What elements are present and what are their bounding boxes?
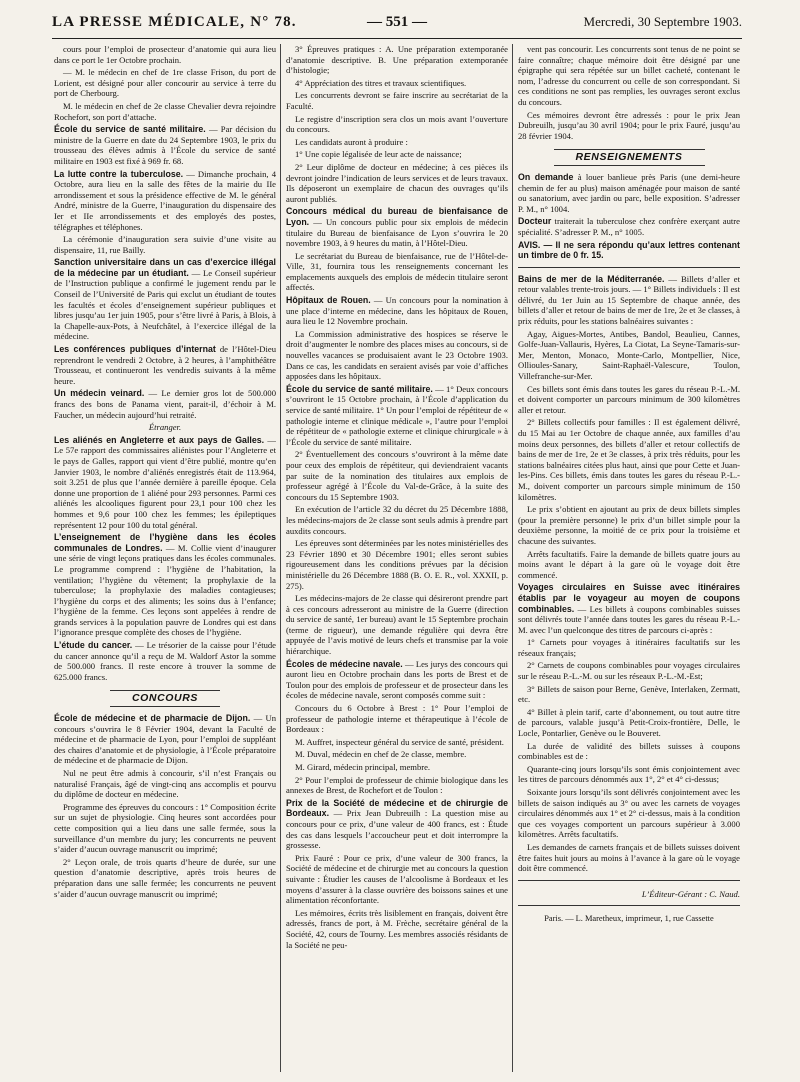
paragraph (286, 762, 508, 773)
item-heading: Écoles de médecine navale. (286, 658, 403, 669)
item-text: En exécution de l’article 32 du décret du 25 Décembre 1888, les médecins-majors de 2e classe sont seuls admis à prendre part auxdits concours. (286, 504, 508, 536)
item-heading: La lutte contre la tuberculose. (54, 168, 184, 179)
item-text: Les mémoires, écrits très lisiblement en français, doivent être adressés, francs de port, à M. Frèche, secrétaire général de la Société, 42, cours de Tourny. Les membres associés résidants de la Société ne peu- (286, 907, 508, 950)
news-item (286, 659, 508, 701)
item-text: — Les jurys des concours qui auront lieu en Octobre prochain dans les ports de Brest et de Toulon pour des emplois de professeur et de prosecteur dans les écoles de médecine navale, seront composés comme suit : (286, 658, 508, 701)
paragraph (518, 329, 740, 382)
item-text: Les médecins-majors de 2e classe qui désireront prendre part à ces concours adresseront au ministre de la Guerre (direction du service de santé, 1er bureau) avant le 15 Septembre prochain (terme de rigueur), une demande régulière qui devra être appuyée de l’avis motivé de leurs chefs et transmise par la voie hiérarchique. (286, 593, 508, 657)
paragraph (286, 703, 508, 735)
item-text: — 1° Deux concours s’ouvriront le 15 Octobre prochain, à l’École d’application du service de santé militaire. 1° Un pour l’emploi de répétiteur de « pathologie interne et clinique médicale », l’autre pour l’emploi de répétiteur de « pathologie externe et clinique chirurgicale » à l’École du service de santé militaire. (286, 383, 508, 447)
item-text: M. Duval, médecin en chef de 2e classe, membre. (295, 749, 467, 760)
paragraph (518, 549, 740, 581)
item-text: 2° Carnets de coupons combinables pour voyages circulaires sur le réseau P.-L.-M. ou sur les réseaux P.-L.-M.-Est; (518, 660, 740, 682)
item-heading: Les aliénés en Angleterre et aux pays de Galles. (54, 434, 265, 445)
paragraph (286, 149, 508, 160)
item-text: — Le Conseil supérieur de l’Instruction publique a confirmé le jugement rendu par le Conseil de l’Université de Paris qui exclut un étudiant de toutes les facultés et écoles d’enseignement supérieur publiques et libres jusqu’au 1er juin 1905, pour s’être livré à Paris, à Blois, à la Chapelle-aux-Pots, à Neufchâtel, à l’exercice illégal de la médecine. (54, 267, 276, 342)
paragraph (286, 504, 508, 536)
paragraph (518, 504, 740, 546)
column-2 (286, 44, 508, 1074)
item-heading: Voyages circulaires en Suisse avec itinéraires établis par le voyageur au moyen de coupons combinables. (518, 582, 740, 614)
item-heading: École du service de santé militaire. (286, 383, 433, 394)
paragraph (54, 768, 276, 800)
news-item (54, 640, 276, 682)
item-text: — Dimanche prochain, 4 Octobre, aura lieu en la salle des fêtes de la mairie du IIe arrondissement et sous la présidence effective de M. le général André, ministre de la Guerre, l’inauguration du dispensaire des Ier et IIe arrondissements et des employés des postes, télégraphes et téléphones. (54, 168, 276, 232)
item-text: — Le trésorier de la caisse pour l’étude du cancer annonce qu’il a reçu de M. Waldorf Astor la somme de 500.000 francs. Il reste encore à trouver la somme de 625.000 francs. (54, 640, 276, 682)
item-text: Arrêts facultatifs. Faire la demande de billets quatre jours au moins avant le départ à la gare où le voyage doit être commencé. (518, 548, 740, 580)
item-text: — M. le médecin en chef de 1re classe Frison, du port de Lorient, est désigné pour aller concourir au service à terre du port de Cherbourg. (54, 67, 276, 99)
item-text: 4° Appréciation des titres et travaux scientifiques. (295, 77, 467, 88)
news-item (54, 344, 276, 386)
paragraph (286, 90, 508, 111)
news-item (54, 124, 276, 166)
paragraph (286, 538, 508, 591)
item-text: 2° Pour l’emploi de professeur de chimie biologique dans les annexes de Brest, de Rochefort et de Toulon : (286, 774, 508, 796)
paragraph (518, 842, 740, 874)
item-text: 3° Billets de saison pour Berne, Genève, Interlaken, Zermatt, etc. (518, 683, 740, 705)
item-heading: Les conférences publiques d’internat (54, 344, 216, 355)
paragraph (286, 137, 508, 148)
item-text: Le registre d’inscription sera clos un mois avant l’ouverture du concours. (286, 113, 508, 135)
header-rule (52, 38, 742, 39)
item-text: — Un concours public pour six emplois de médecin titulaire du Bureau de bienfaisance de Lyon s’ouvrira le 20 novembre 1903, à 9 heures du matin, à l’Hôtel-Dieu. (286, 216, 508, 249)
item-heading: École de médecine et de pharmacie de Dijon. (54, 713, 251, 724)
paragraph (54, 44, 276, 65)
item-text: Soixante jours lorsqu’ils sont délivrés conjointement avec les billets de saison indiqués au 3° ou avec les carnets de voyages circulaires dénommés aux 1° et 2° ci-dessus, mais à la condition que ces voyages comportent un parcours supérieur à 3.000 kilomètres. Arrêts facultatifs. (518, 787, 740, 840)
item-heading: L’étude du cancer. (54, 640, 133, 651)
item-text: Quarante-cinq jours lorsqu’ils sont émis conjointement avec les titres de parcours dénommés aux 1°, 2° et 4° ci-dessus; (518, 763, 740, 785)
paragraph (286, 853, 508, 906)
item-text: — Par décision du ministre de la Guerre en date du 24 Septembre 1903, le prix du trousseau des élèves admis à l’École du service de santé militaire en 1903 est fixé à 969 fr. 68. (54, 124, 276, 166)
item-heading: Un médecin veinard. (54, 388, 145, 399)
paragraph (286, 737, 508, 748)
item-text: — Un concours pour la nomination à une place d’interne en médecine, dans les hôpitaux de Rouen, aura lieu le 12 Novembre prochain. (286, 295, 508, 327)
section-heading (54, 690, 276, 707)
item-text: 1° Carnets pour voyages à itinéraires facultatifs sur les réseaux français; (518, 637, 740, 658)
news-item (518, 582, 740, 635)
paragraph (518, 110, 740, 142)
news-item (286, 295, 508, 327)
item-heading: Sanction universitaire dans un cas d’exercice illégal de la médecine par un étudiant. (54, 257, 276, 278)
journal-title: LA PRESSE MÉDICALE, N° 78. (52, 14, 297, 30)
editor-signature: L’Éditeur-Gérant : C. Naud. (641, 888, 740, 899)
item-text: — M. Collie vient d’inaugurer une série de vingt leçons pratiques dans les écoles communales. Le programme comprend : l’hygiène de l’habitation, la ventilation; l’hygiène du vêtement; la prophylaxie de la tuberculose; la prophylaxie des maladies contagieuses; l’hygiène du corps et des aliments; les soins dus à l’enfance; l’hygiène de la femme. Ces leçons sont appelées à rendre de grands services à la population pauvre de Londres qui est dans l’ignorance presque complète des choses de l’hygiène. (54, 542, 276, 638)
item-text: Ces mémoires devront être adressés : pour le prix Jean Dubreuilh, jusqu’au 30 avril 1904; pour le prix Fauré, jusqu’au 28 février 1904. (518, 109, 740, 141)
item-text: 2° Billets collectifs pour familles : Il est également délivré, du 15 Mai au 1er Octobre de chaque année, aux familles d’au moins deux personnes, des billets d’aller et retour collectifs de bains de mer de 1re, 2e et 3e classes, à prix très réduits, pour les stations balnéaires citées plus haut, ainsi que pour Cette et Juan-les-Pins. Ces billets, émis dans toutes les gares du réseau P.-L.-M., doivent comporter un parcours simple minimum de 150 kilomètres. (518, 417, 740, 502)
paragraph (518, 660, 740, 681)
news-item (286, 384, 508, 448)
item-text: Les demandes de carnets français et de billets suisses doivent être faites huit jours au moins à l’avance à la gare où le voyage doit être commencé. (518, 841, 740, 874)
item-text: — Le dernier gros lot de 500.000 francs des bons de Panama vient, parait-il, d’échoir à M. Faucher, un médecin aujourd’hui retraité. (54, 388, 276, 420)
item-text: M. Auffret, inspecteur général du service de santé, président. (295, 736, 504, 747)
item-text: 3° Épreuves pratiques : A. Une préparation extemporanée d’anatomie descriptive. B. Une préparation extemporanée d’histologie; (286, 44, 508, 76)
news-item (286, 206, 508, 248)
paragraph (286, 449, 508, 502)
news-item (54, 532, 276, 638)
paragraph (286, 593, 508, 657)
item-heading: Hôpitaux de Rouen. (286, 295, 371, 306)
item-text: — Prix Jean Dubreuilh : La question mise au concours pour ce prix, d’une valeur de 400 francs, est : Étude des cas dans lesquels l’accoucheur peut et doit interrompre la grossesse. (286, 808, 508, 851)
paragraph (286, 749, 508, 760)
item-text: de l’Hôtel-Dieu reprendront le vendredi 2 Octobre, à 2 heures, à l’amphithéâtre Trousseau, et continueront les vendredis suivants à la même heure. (54, 344, 276, 386)
item-text: Agay, Aigues-Mortes, Antibes, Bandol, Beaulieu, Cannes, Golfe-Juan-Vallauris, Hyères, La Ciotat, La Seyne-Tamaris-sur-Mer, Menton, Monaco, Monte-Carlo, Montpellier, Nice, Ollioules-Sanary, Saint-Raphaël-Valescure, Toulon, Villefranche-sur-Mer. (518, 328, 740, 382)
news-item (54, 435, 276, 530)
paragraph (286, 78, 508, 89)
item-heading: Bains de mer de la Méditerranée. (518, 273, 665, 284)
notice-paragraph (518, 240, 740, 261)
news-item (518, 216, 740, 237)
item-text: — Les billets à coupons combinables suisses sont délivrés toute l’année dans toutes les gares du réseau P.-L.-M. avec l’un quelconque des titres de parcours ci-après : (518, 603, 740, 635)
item-text: Le prix s’obtient en ajoutant au prix de deux billets simples (pour la première personne) le prix d’un billet simple pour la deuxième personne, la moitié de ce prix pour la troisième et chacune des suivantes. (518, 504, 740, 546)
item-text: Les épreuves sont déterminées par les notes ministérielles des 23 Février 1890 et 30 Décembre 1901; elles seront subies rigoureusement dans les conditions prévues par la décision ministérielle du 26 Décembre 1888 (B. O. E. R., vol. XXXII, p. 275). (286, 538, 508, 591)
paragraph (286, 775, 508, 796)
news-item (518, 274, 740, 327)
item-text: Le secrétariat du Bureau de bienfaisance, rue de l’Hôtel-de-Ville, 31, fournira tous les renseignements concernant les emplacements auxquels des emplois de médecin titulaire seront affectés. (286, 250, 508, 293)
printer-imprint: Paris. — L. Maretheux, imprimeur, 1, rue Cassette (544, 914, 714, 924)
item-text: M. Girard, médecin principal, membre. (295, 762, 431, 772)
paragraph (286, 908, 508, 950)
item-text: Les candidats auront à produire : (295, 136, 408, 147)
paragraph (286, 251, 508, 293)
news-item (518, 172, 740, 214)
item-text: 2° Leçon orale, de trois quarts d’heure de durée, sur une question d’anatomie descriptive, après trois heures de préparation dans une salle fermée; les concurrents ne peuvent s’aider d’aucun ouvrage manuscrit ou imprimé; (54, 856, 276, 899)
paragraph (286, 329, 508, 382)
paragraph (518, 764, 740, 785)
paragraph (518, 417, 740, 502)
column-1 (54, 44, 276, 1074)
item-text: à louer banlieue près Paris (une demi-heure chemin de fer au plus) maison aménagée pour maison de santé ou sanatorium, avec jardin ou parc, belle exposition. S’adresser P. M., n° 1004. (518, 171, 740, 214)
column-divider (512, 44, 513, 1072)
item-text: cours pour l’emploi de prosecteur d’anatomie qui aura lieu dans ce port le 1er Octobre prochain. (54, 44, 276, 65)
paragraph (518, 707, 740, 739)
column-divider (280, 44, 281, 1072)
divider (518, 267, 740, 268)
paragraph (54, 67, 276, 99)
issue-date: Mercredi, 30 Septembre 1903. (583, 14, 742, 29)
paragraph (286, 44, 508, 76)
paragraph (286, 162, 508, 204)
notice-text: AVIS. — Il ne sera répondu qu’aux lettres contenant un timbre de 0 fr. 15. (518, 239, 740, 261)
news-item (54, 713, 276, 766)
item-text: Prix Fauré : Pour ce prix, d’une valeur de 300 francs, la Société de médecine et de chirurgie met au concours la question suivante : Étudier les causes de l’alcoolisme à Bordeaux et les moyens d’assurer à la classe ouvrière des boissons saines et une alimentation réconfortante. (286, 852, 508, 906)
item-text: 2° Leur diplôme de docteur en médecine; à ces pièces ils devront joindre l’indication de leurs services et de leurs travaux. Ils déposeront un exemplaire de chacun des ouvrages qu’ils auront publiés. (286, 161, 508, 204)
item-text: 1° Une copie légalisée de leur acte de naissance; (295, 149, 462, 160)
paragraph (518, 44, 740, 108)
item-text: M. le médecin en chef de 2e classe Chevalier devra rejoindre Rochefort, son port d’attache. (54, 100, 276, 122)
item-heading: Concours médical du bureau de bienfaisance de Lyon. (286, 206, 508, 227)
news-item (286, 798, 508, 851)
paragraph (54, 802, 276, 855)
subsection-heading: Étranger. (148, 422, 182, 433)
paragraph (518, 637, 740, 658)
divider (518, 880, 740, 881)
item-heading: On demande (518, 171, 574, 182)
paragraph (518, 787, 740, 840)
item-text: traiterait la tuberculose chez confrère exerçant autre spécialité. S’adresser P. M., n° 1005. (518, 216, 740, 237)
section-heading-text: RENSEIGNEMENTS (554, 149, 705, 166)
item-text: — Le 57e rapport des commissaires aliénistes pour l’Angleterre et le pays de Galles, rapport qui vient d’être publié, montre qu’en Janvier 1903, le nombre d’aliénés enregistrés était de 113.964, soit 3.251 de plus que l’année dernière à pareille époque. Cela donne une proportion de 1 aliéné pour 293 personnes. Parmi ces aliénés les alcooliques figurent pour 23,1 pour 100 chez les hommes et 9,6 pour 100 chez les femmes; les épileptiques représentent 12 pour 100 du total général. (54, 434, 276, 530)
paragraph (518, 741, 740, 762)
section-heading (518, 149, 740, 166)
item-text: Concours du 6 Octobre à Brest : 1° Pour l’emploi de professeur de pathologie interne et thérapeutique à l’école de Bordeaux : (286, 703, 508, 735)
paragraph (54, 857, 276, 899)
item-text: Les concurrents devront se faire inscrire au secrétariat de la Faculté. (286, 90, 508, 111)
item-text: La durée de validité des billets suisses à coupons combinables est de : (518, 740, 740, 762)
section-heading-text: CONCOURS (110, 690, 220, 707)
paragraph (518, 384, 740, 416)
paragraph (518, 684, 740, 705)
news-item (54, 388, 276, 420)
column-3 (518, 44, 740, 1074)
news-item (54, 257, 276, 342)
masthead (52, 14, 742, 36)
item-text: — Billets d’aller et retour valables trente-trois jours. — 1° Billets individuels : Il est délivré, du 1er Juin au 15 Septembre de chaque année, des billets d’aller et retour de bains de mer de 1re, 2e et 3e classes, à prix réduits, pour les stations balnéaires suivantes : (518, 273, 740, 327)
item-text: Ces billets sont émis dans toutes les gares du réseau P.-L.-M. et doivent comporter un parcours minimum de 300 kilomètres aller et retour. (518, 383, 740, 415)
item-text: La Commission administrative des hospices se réserve le droit d’augmenter le nombre des places mises au concours, si de nouvelles vacances se produisaient avant le 23 Octobre 1903. Dans ce cas, les candidats en seraient avisés par voie d’affiches apposées dans les hôpitaux. (286, 328, 508, 382)
item-heading: Prix de la Société de médecine et de chirurgie de Bordeaux. (286, 797, 508, 819)
page-number: — 551 — (367, 14, 427, 30)
item-text: Programme des épreuves du concours : 1° Composition écrite sur un sujet de physiologie. Cinq heures sont accordées pour cette composition qui a lieu dans une salle fermée, sous la surveillance d’un membre du jury; les concurrents ne peuvent s’aider d’aucun ouvrage manuscrit ou imprimé; (54, 801, 276, 855)
paragraph (54, 234, 276, 255)
item-heading: École du service de santé militaire. (54, 124, 206, 135)
item-text: 4° Billet à plein tarif, carte d’abonnement, ou tout autre titre de parcours, valable jusqu’à Petit-Croix-frontière, Delle, le Locle, Pontarlier, Genève ou le Bouveret. (518, 706, 740, 739)
divider (518, 905, 740, 906)
item-text: vent pas concourir. Les concurrents sont tenus de ne point se faire connaître; chaque mémoire doit être désigné par une épigraphe qui sera répétée sur un billet cacheté, contenant le nom, l’adresse du concurrent ou celle de son correspondant. Si ces conditions ne sont pas remplies, les ouvrages seront exclus du concours. (518, 44, 740, 107)
paragraph (54, 101, 276, 122)
item-text: La cérémonie d’inauguration sera suivie d’une visite au dispensaire, 11, rue Bailly. (54, 234, 276, 255)
item-heading: Docteur (518, 216, 552, 227)
news-item (54, 169, 276, 233)
item-text: Nul ne peut être admis à concourir, s’il n’est Français ou naturalisé Français, âgé de vingt-cinq ans accomplis et pourvu du diplôme de docteur en médecine. (54, 768, 276, 800)
paragraph (286, 114, 508, 135)
item-text: — Un concours s’ouvrira le 8 Février 1904, devant la Faculté de médecine et de pharmacie de Lyon, pour l’emploi de suppléant des chaires d’anatomie et de physiologie, à l’École préparatoire de médecine et de pharmacie de Dijon. (54, 713, 276, 766)
item-text: 2° Éventuellement des concours s’ouvriront à la même date pour ceux des emplois de répétiteur, qui deviendraient vacants par suite de la nomination des titulaires aux emplois de professeur agrégé à l’École du Val-de-Grâce, à la suite des concours du 15 Septembre 1903. (286, 449, 508, 502)
item-heading: L’enseignement de l’hygiène dans les écoles communales de Londres. (54, 532, 276, 553)
